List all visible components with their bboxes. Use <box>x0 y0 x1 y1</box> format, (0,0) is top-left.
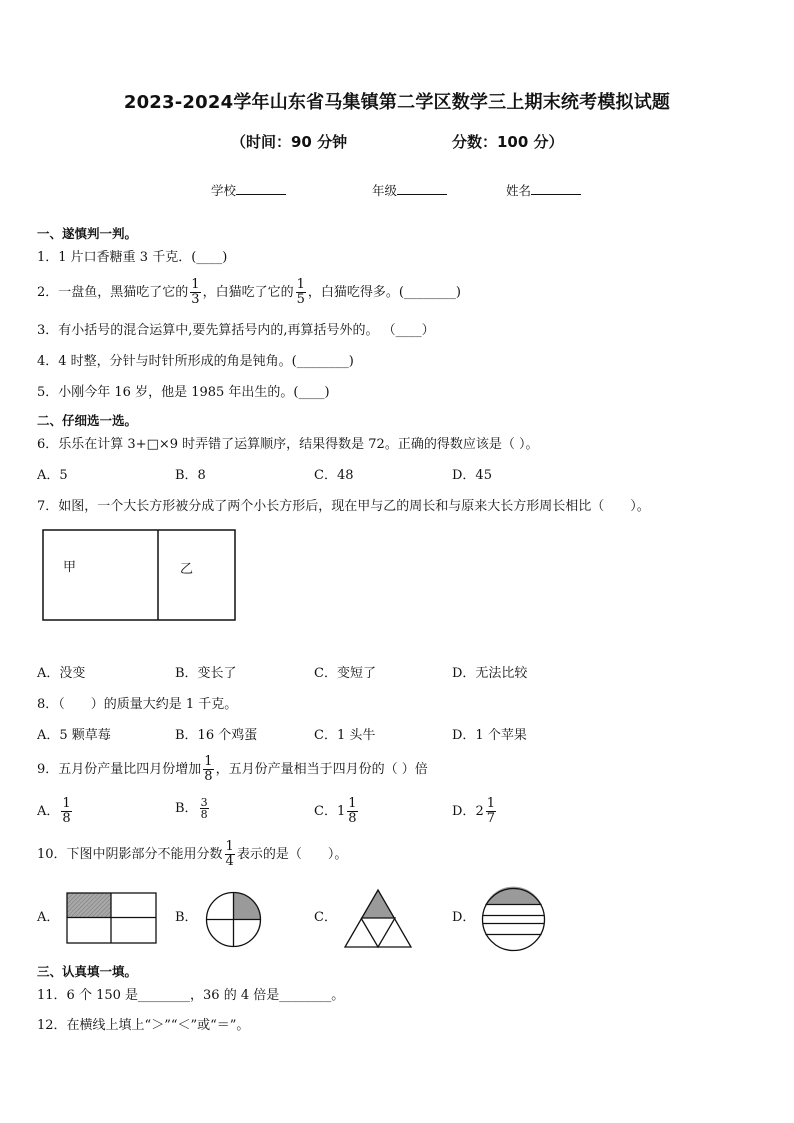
name-field[interactable] <box>506 181 581 199</box>
q9-option-b[interactable]: B． $\frac{3}{8}$ <box>175 796 208 821</box>
question-12: 12．在横线上填上“＞”“＜”或“＝”。 <box>37 1018 250 1033</box>
score-label: 分数：100 分） <box>452 133 564 151</box>
question-4: 4．4 时整，分针与时针所形成的角是钝角。(________) <box>37 354 354 369</box>
question-5: 5．小刚今年 16 岁，他是 1985 年出生的。(____) <box>37 385 330 400</box>
q10-figure-c-triangle <box>344 889 412 949</box>
question-8: 8．（ ）的质量大约是 1 千克。 <box>37 697 238 712</box>
q9-option-c[interactable]: C． 1 $\frac{1}{8}$ <box>314 796 357 826</box>
question-7: 7．如图，一个大长方形被分成了两个小长方形后，现在甲与乙的周长和与原来大长方形周长相比（ ）。 <box>37 499 650 514</box>
question-10-text-a: 10．下图中阴影部分不能用分数 <box>37 846 223 862</box>
q10-option-a[interactable]: A． <box>37 910 60 925</box>
question-9-text-a: 9．五月份产量比四月份增加 <box>37 761 202 777</box>
question-2-text-b: ，白猫吃了它的 <box>202 284 294 300</box>
question-9-text-b: ，五月份产量相当于四月份的（ ）倍 <box>215 761 428 777</box>
question-10 <box>37 840 347 869</box>
question-6: 6．乐乐在计算 3+□×9 时弄错了运算顺序，结果得数是 72。正确的得数应该是（ ）。 <box>37 437 539 452</box>
q10-figure-a-rectangle <box>66 892 158 945</box>
grade-label: 年级 <box>372 183 398 198</box>
page-title: 2023-2024学年山东省马集镇第二学区数学三上期末统考模拟试题 <box>123 92 671 113</box>
fraction-one-fifth: $\frac{1}{5}$ <box>296 277 305 307</box>
question-2-text-a: 2．一盘鱼，黑猫吃了它的 <box>37 284 189 300</box>
fraction-one-third: $\frac{1}{3}$ <box>191 277 200 307</box>
q7-label-jia: 甲 <box>63 560 77 575</box>
school-field[interactable] <box>211 181 286 199</box>
question-3: 3．有小括号的混合运算中,要先算括号内的,再算括号外的。 （____） <box>37 323 435 338</box>
q6-option-a[interactable]: A．5 <box>37 468 68 483</box>
q9-option-d-fraction: $\frac{1}{7}$ <box>486 796 495 826</box>
section-heading-choose: 二、仔细选一选。 <box>37 413 138 428</box>
time-label: （时间：90 分钟 <box>231 133 348 151</box>
q10-option-d[interactable]: D． <box>452 910 476 925</box>
q9-option-c-fraction: $\frac{1}{8}$ <box>348 796 357 826</box>
q7-option-a[interactable]: A．没变 <box>37 666 86 681</box>
fraction-one-quarter: $\frac{1}{4}$ <box>225 839 234 869</box>
q7-option-c[interactable]: C．变短了 <box>314 666 376 681</box>
q10-figure-b-circle <box>205 891 262 948</box>
section-heading-judge: 一、遂慎判一判。 <box>37 226 138 241</box>
fraction-one-eighth: $\frac{1}{8}$ <box>204 754 213 784</box>
grade-blank[interactable] <box>397 182 447 195</box>
q8-option-a[interactable]: A．5 颗草莓 <box>37 728 111 743</box>
name-blank[interactable] <box>531 182 581 195</box>
q10-option-c[interactable]: C． <box>314 910 337 925</box>
q9-option-a-fraction: $\frac{1}{8}$ <box>62 796 71 826</box>
grade-field[interactable] <box>372 181 447 199</box>
school-blank[interactable] <box>236 182 286 195</box>
q9-option-a[interactable]: A． $\frac{1}{8}$ <box>37 796 71 826</box>
q8-option-c[interactable]: C．1 头牛 <box>314 728 376 743</box>
q8-option-d[interactable]: D．1 个苹果 <box>452 728 527 743</box>
q9-option-d[interactable]: D． 2 $\frac{1}{7}$ <box>452 796 495 826</box>
question-11: 11．6 个 150 是________，36 的 4 倍是________。 <box>37 988 345 1003</box>
q6-option-c[interactable]: C．48 <box>314 468 354 483</box>
school-label: 学校 <box>211 183 237 198</box>
question-1: 1．1 片口香糖重 3 千克．(____) <box>37 250 228 265</box>
question-2-text-c: ，白猫吃得多。(________) <box>307 284 462 300</box>
question-2 <box>37 278 461 307</box>
q10-option-b[interactable]: B． <box>175 910 198 925</box>
name-label: 姓名 <box>506 183 532 198</box>
q8-option-b[interactable]: B．16 个鸡蛋 <box>175 728 258 743</box>
q9-option-b-fraction: $\frac{3}{8}$ <box>200 796 208 821</box>
q6-option-d[interactable]: D．45 <box>452 468 492 483</box>
q7-option-b[interactable]: B．变长了 <box>175 666 237 681</box>
q10-figure-d-striped-circle <box>481 888 546 951</box>
q6-option-b[interactable]: B．8 <box>175 468 206 483</box>
q7-rectangle-figure <box>42 529 237 622</box>
q7-option-d[interactable]: D．无法比较 <box>452 666 528 681</box>
question-10-text-b: 表示的是（ ）。 <box>236 846 348 862</box>
q7-label-yi: 乙 <box>180 562 194 577</box>
question-9 <box>37 755 428 784</box>
section-heading-fill: 三、认真填一填。 <box>37 964 138 979</box>
